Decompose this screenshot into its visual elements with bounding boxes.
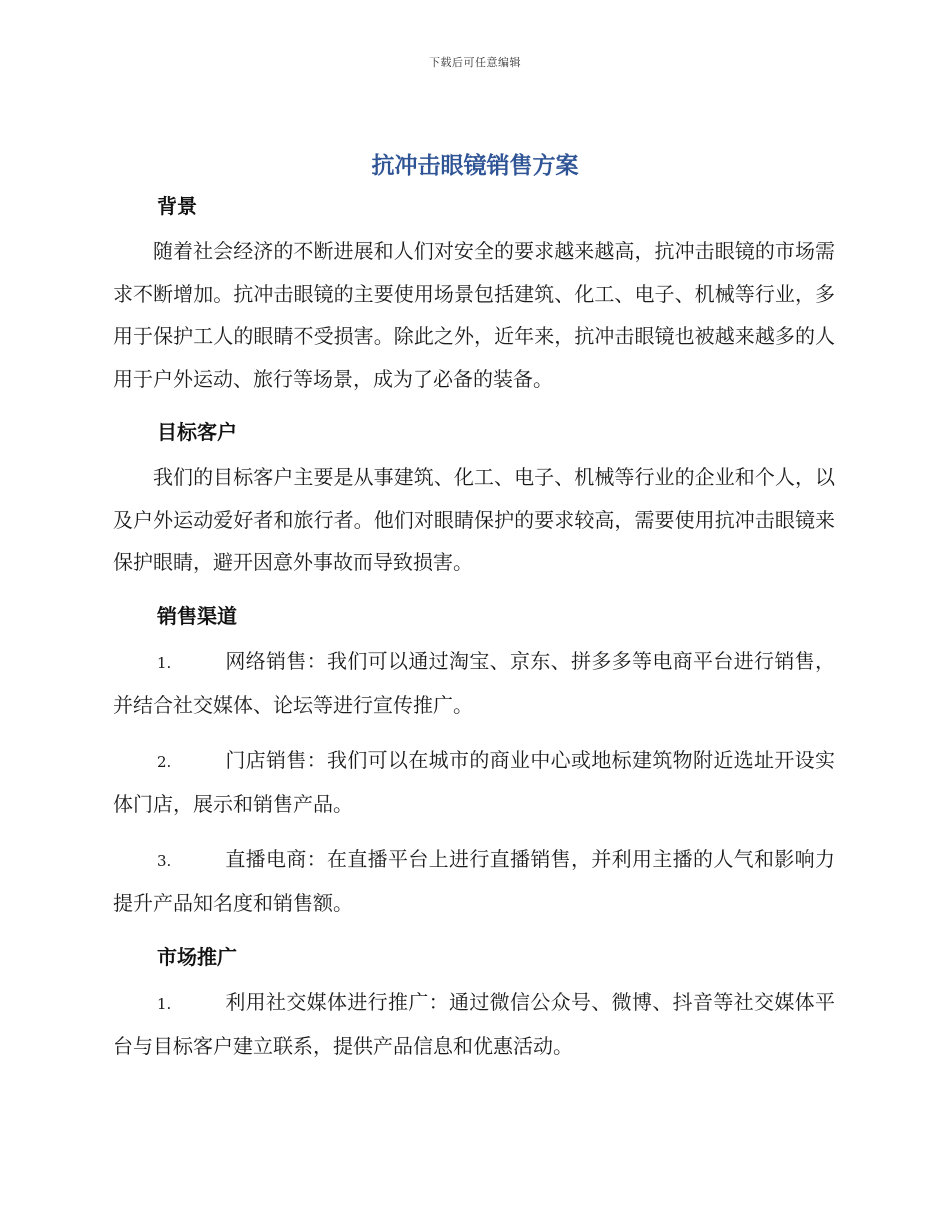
paragraph-target-customers: 我们的目标客户主要是从事建筑、化工、电子、机械等行业的企业和个人，以及户外运动爱好者和旅行者。他们对眼睛保护的要求较高，需要使用抗冲击眼镜来保护眼睛，避开因意外事故而导致损害。: [113, 465, 835, 574]
list-number: 2.: [157, 752, 172, 771]
list-number: 1.: [157, 653, 172, 672]
list-item: [113, 640, 835, 727]
header-note: 下载后可任意编辑: [429, 56, 521, 69]
section-heading-target-customers: 目标客户: [157, 420, 237, 444]
document-body: [113, 190, 835, 1068]
list-number: 3.: [157, 851, 172, 870]
list-item: [113, 981, 835, 1068]
section-heading-background: 背景: [157, 194, 197, 218]
list-item-text: 直播电商：在直播平台上进行直播销售，并利用主播的人气和影响力提升产品知名度和销售额。: [113, 846, 835, 915]
list-item-text: 利用社交媒体进行推广：通过微信公众号、微博、抖音等社交媒体平台与目标客户建立联系，提供产品信息和优惠活动。: [113, 989, 835, 1058]
paragraph-background: 随着社会经济的不断进展和人们对安全的要求越来越高，抗冲击眼镜的市场需求不断增加。抗冲击眼镜的主要使用场景包括建筑、化工、电子、机械等行业，多用于保护工人的眼睛不受损害。除此之外，近年来，抗冲击眼镜也被越来越多的人用于户外运动、旅行等场景，成为了必备的装备。: [113, 239, 835, 391]
list-item: [113, 739, 835, 826]
list-number: 1.: [157, 994, 172, 1013]
section-heading-sales-channels: 销售渠道: [157, 603, 237, 628]
document-title: 抗冲击眼镜销售方案: [371, 153, 579, 179]
list-item-text: 网络销售：我们可以通过淘宝、京东、拼多多等电商平台进行销售，并结合社交媒体、论坛等进行宣传推广。: [113, 648, 835, 717]
list-item-text: 门店销售：我们可以在城市的商业中心或地标建筑物附近选址开设实体门店，展示和销售产品。: [113, 747, 835, 816]
section-heading-marketing: 市场推广: [157, 944, 237, 969]
list-item: [113, 838, 835, 925]
